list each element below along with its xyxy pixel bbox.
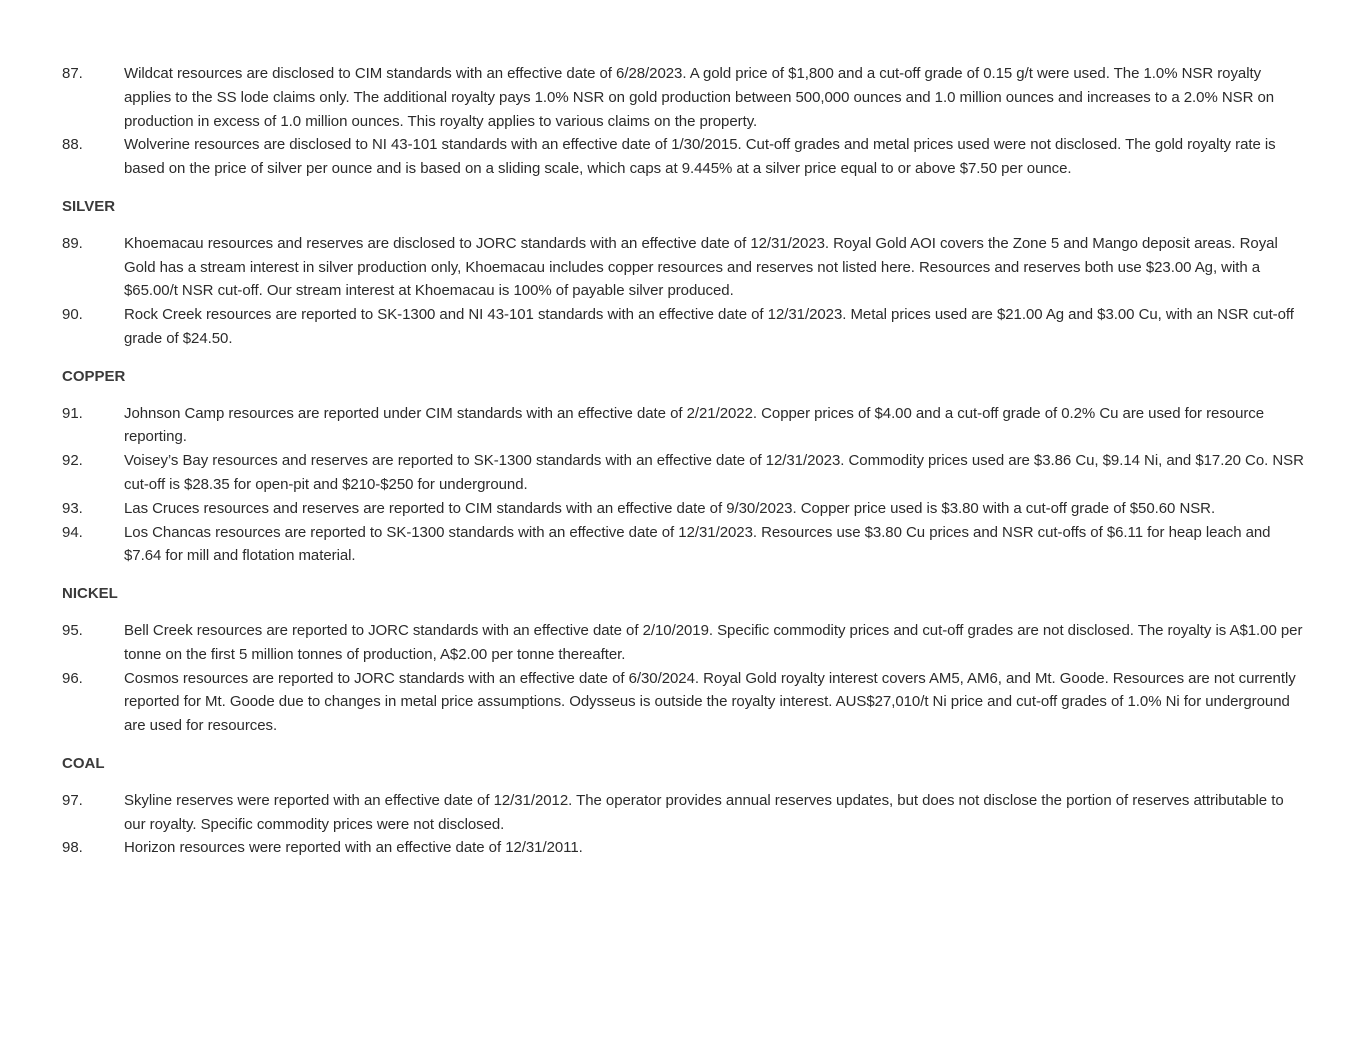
footnote-96 — [62, 667, 1307, 738]
footnote-number: 98. — [62, 839, 83, 857]
footnote-text: Horizon resources were reported with an effective date of 12/31/2011. — [124, 839, 583, 857]
footnote-93 — [62, 497, 1307, 521]
footnote-text: Johnson Camp resources are reported under CIM standards with an effective date of 2/21/2022. Copper prices of $4.00 and a cut-off grade of 0.2% Cu are used for resource reporting. — [124, 404, 1265, 446]
footnote-98 — [62, 836, 1307, 860]
footnote-number: 90. — [62, 306, 83, 324]
footnote-number: 87. — [62, 65, 83, 82]
footnote-text: Voisey’s Bay resources and reserves are reported to SK-1300 standards with an effective date of 12/31/2023. Commodity prices used are $3.86 Cu, $9.14 Ni, and $17.20 Co. NSR cut-off is $28.35 for open-pit and $210-$250 for underground. — [124, 452, 1304, 493]
footnote-97 — [62, 789, 1307, 837]
footnote-text: Wildcat resources are disclosed to CIM standards with an effective date of 6/28/2023. A gold price of $1,800 and a cut-off grade of 0.15 g/t were used. The 1.0% NSR royalty applies to the SS lode claims only. The additional royalty pays 1.0% NSR on gold production between 500,000 ounces and 1.0 million ounces and increases to a 2.0% NSR on production in excess of 1.0 million ounces. This royalty applies to various claims on the property. — [124, 65, 1275, 130]
section-heading-copper: COPPER — [62, 367, 126, 385]
footnote-text: Bell Creek resources are reported to JORC standards with an effective date of 2/10/2019. Specific commodity prices and cut-off grades are not disclosed. The royalty is A$1.00 per tonne on the first 5 million tonnes of production, A$2.00 per tonne thereafter. — [124, 621, 1303, 663]
footnote-number: 97. — [62, 791, 83, 809]
section-heading-nickel: NICKEL — [62, 585, 118, 603]
section-coal — [62, 752, 1307, 860]
footnote-87 — [62, 62, 1307, 133]
footnote-number: 88. — [62, 136, 83, 154]
footnote-number: 92. — [62, 452, 83, 470]
footnote-text: Wolverine resources are disclosed to NI 43-101 standards with an effective date of 1/30/2015. Cut-off grades and metal prices used were not disclosed. The gold royalty rate is based on the price of silver per ounce and is based on a sliding scale, which caps at 9.445% at a silver price equal to or above $7.50 per ounce. — [124, 136, 1276, 178]
section-gold-continued — [62, 62, 1307, 181]
footnote-90 — [62, 303, 1307, 351]
section-silver — [62, 195, 1307, 351]
footnote-number: 93. — [62, 499, 83, 517]
footnote-text: Rock Creek resources are reported to SK-1300 and NI 43-101 standards with an effective date of 12/31/2023. Metal prices used are $21.00 Ag and $3.00 Cu, with an NSR cut-off grade of $24.50. — [124, 306, 1294, 347]
footnote-text: Los Chancas resources are reported to SK-1300 standards with an effective date of 12/31/2023. Resources use $3.80 Cu prices and NSR cut-offs of $6.11 for heap leach and $7.64 for mill and flotation material. — [124, 523, 1271, 565]
section-nickel — [62, 582, 1307, 738]
footnote-94 — [62, 521, 1307, 569]
footnote-number: 94. — [62, 523, 83, 541]
footnote-number: 91. — [62, 404, 83, 422]
footnote-text: Khoemacau resources and reserves are disclosed to JORC standards with an effective date of 12/31/2023. Royal Gold AOI covers the Zone 5 and Mango deposit areas. Royal Gold has a stream interest in silver production only, Khoemacau includes copper resources and reserves not listed here. Resources and reserves both use $23.00 Ag, with a $65.00/t NSR cut-off. Our stream interest at Khoemacau is 100% of payable silver produced. — [124, 234, 1278, 300]
footnote-number: 89. — [62, 234, 83, 252]
footnote-number: 95. — [62, 621, 83, 639]
footnote-88 — [62, 133, 1307, 181]
section-heading-coal: COAL — [62, 754, 105, 772]
footnote-91 — [62, 402, 1307, 450]
footnote-number: 96. — [62, 669, 83, 687]
footnote-text: Las Cruces resources and reserves are reported to CIM standards with an effective date of 9/30/2023. Copper price used is $3.80 with a cut-off grade of $50.60 NSR. — [124, 499, 1216, 517]
section-copper — [62, 365, 1307, 568]
footnote-text: Cosmos resources are reported to JORC standards with an effective date of 6/30/2024. Royal Gold royalty interest covers AM5, AM6, and Mt. Goode. Resources are not currently reported for Mt. Goode due to changes in metal price assumptions. Odysseus is outside the royalty interest. AUS$27,010/t Ni price and cut-off grades of 1.0% Ni for underground are used for resources. — [124, 669, 1296, 735]
footnotes-page — [62, 62, 1307, 860]
footnote-89 — [62, 232, 1307, 303]
footnote-92 — [62, 449, 1307, 497]
footnote-95 — [62, 619, 1307, 667]
footnote-text: Skyline reserves were reported with an effective date of 12/31/2012. The operator provides annual reserves updates, but does not disclose the portion of reserves attributable to our royalty. Specific commodity prices were not disclosed. — [124, 791, 1284, 833]
section-heading-silver: SILVER — [62, 197, 116, 215]
